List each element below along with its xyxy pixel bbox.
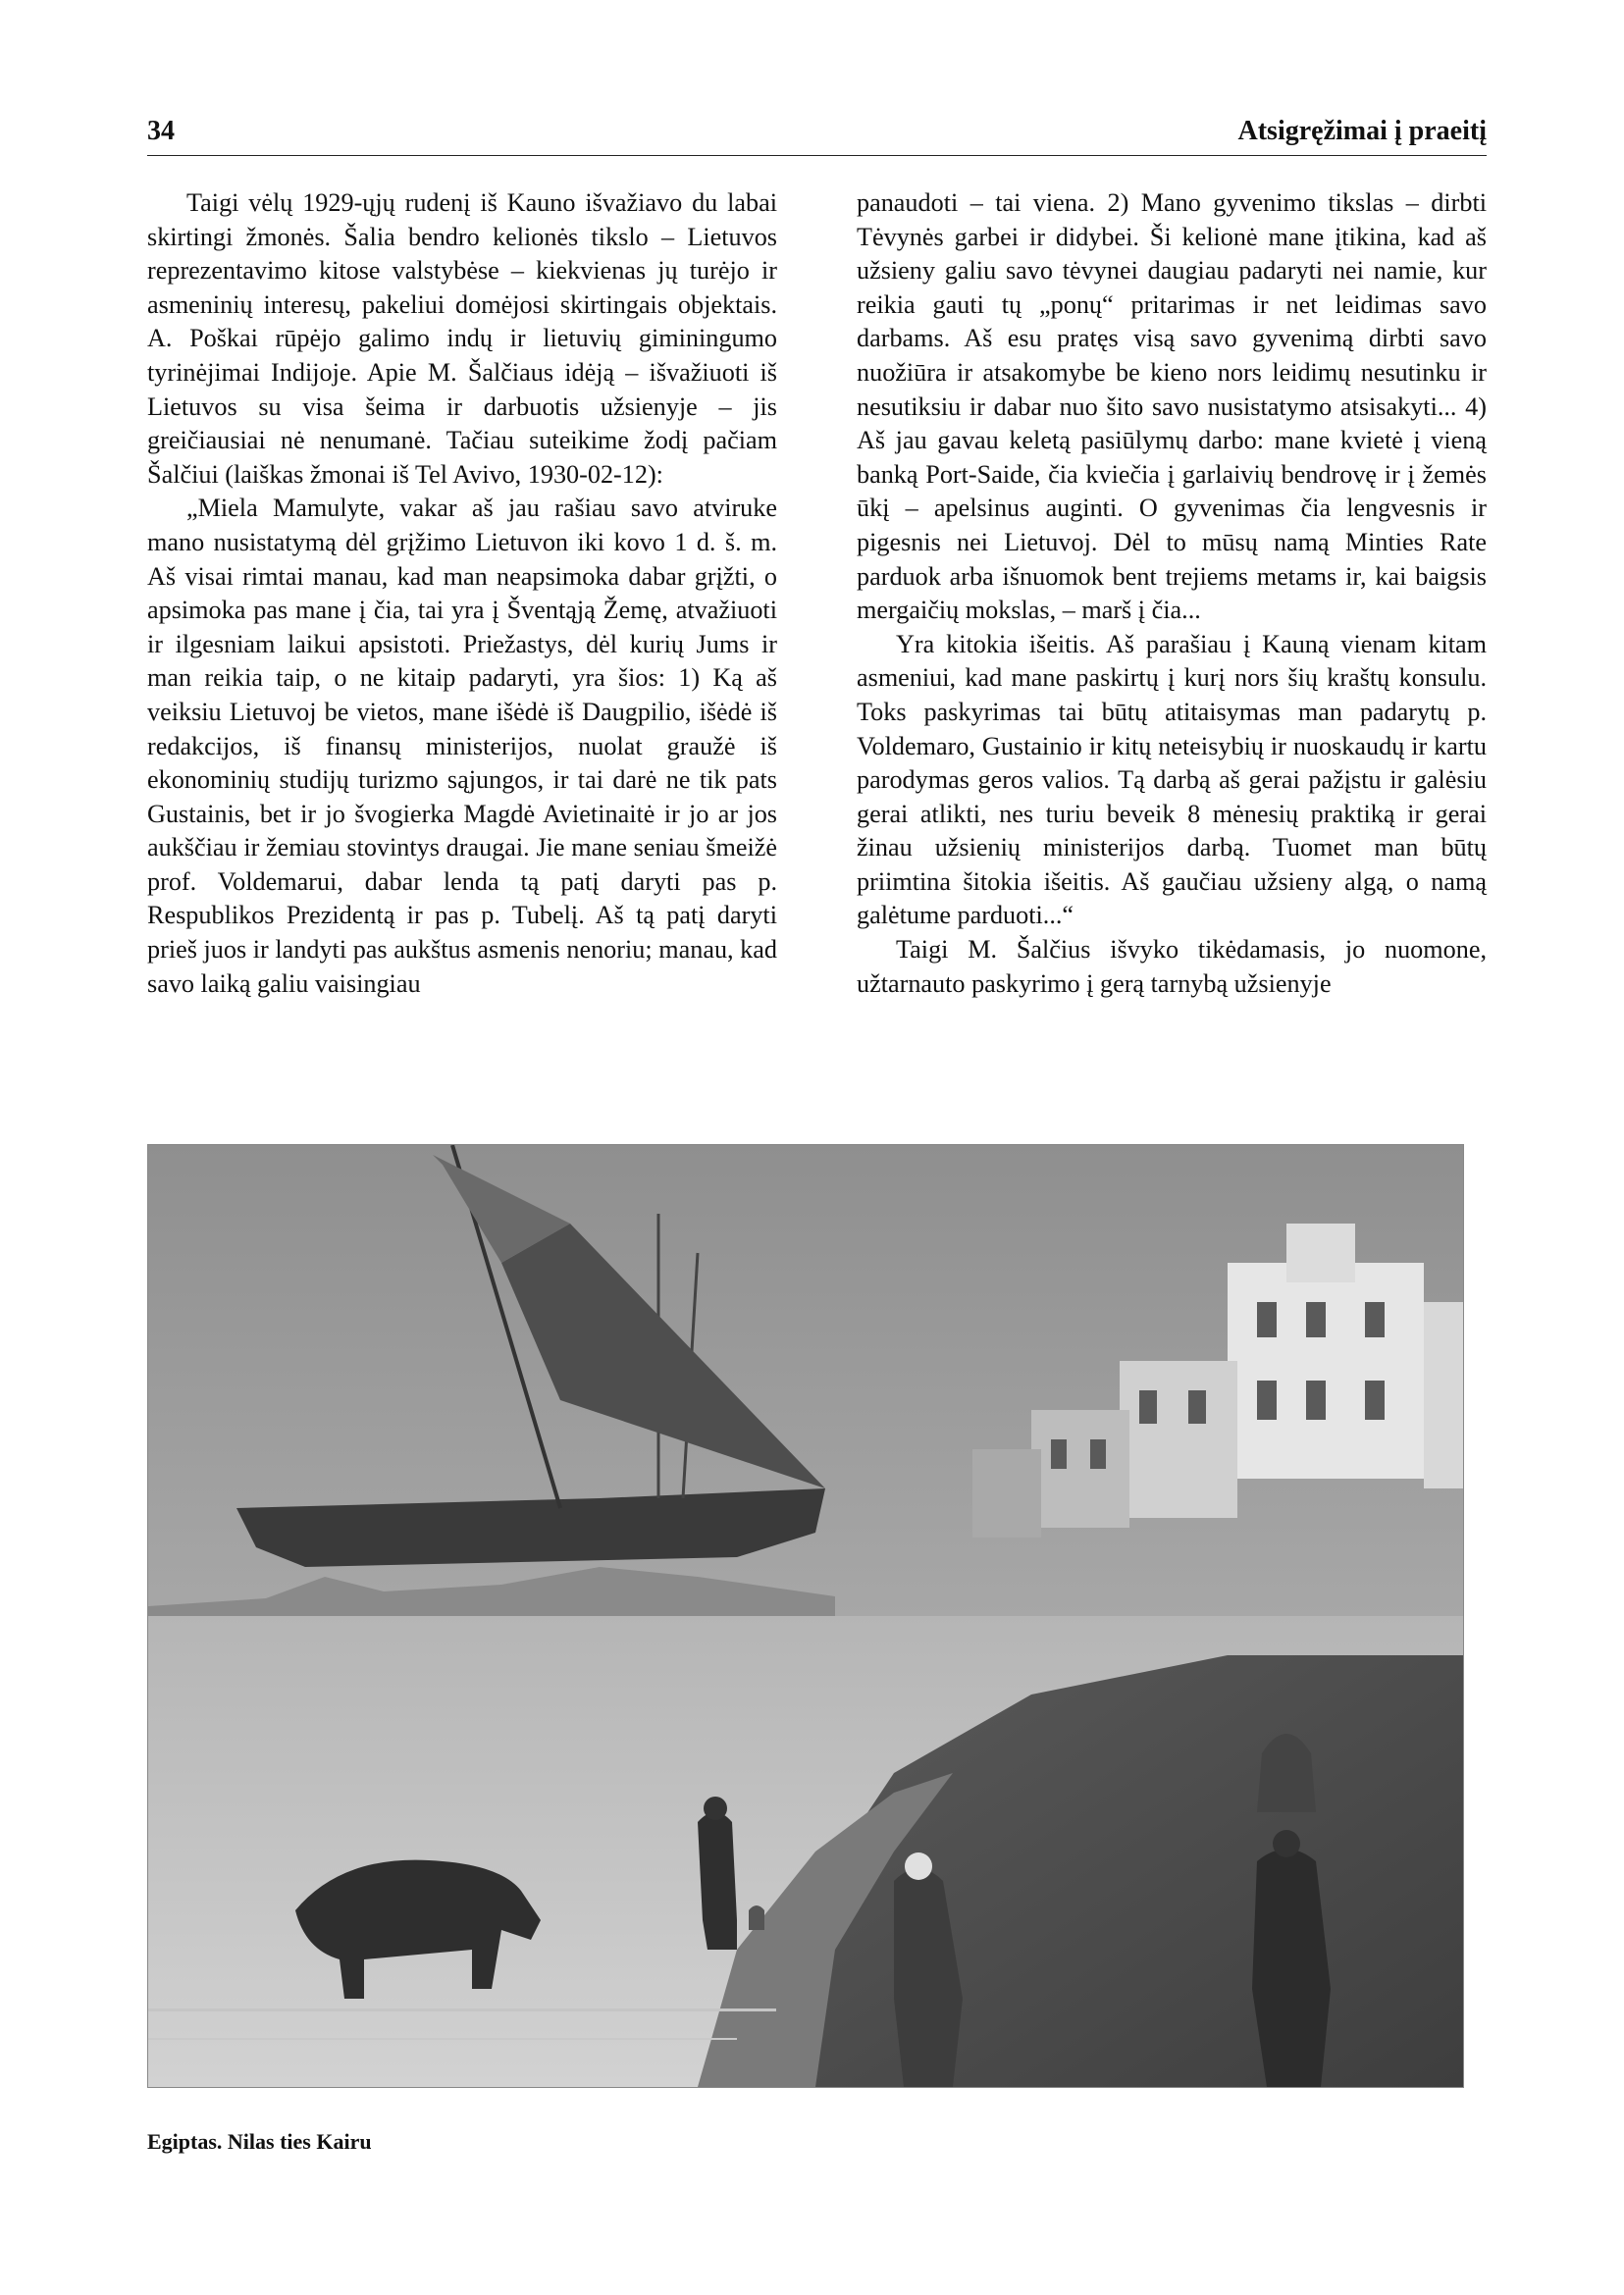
letter-quote-paragraph: „Miela Mamulyte, vakar aš jau rašiau savo atviruke mano nusistatymą dėl grįžimo Lietuvon iki kovo 1 d. š. m. Aš visai rimtai manau, kad man neapsimoka dabar grįžti, o apsimoka pas mane į čia, tai yra į Šventąją Žemę, atvažiuoti ir ilgesniam laikui apsistoti. Priežastys, dėl kurių Jums ir man reikia taip, o ne kitaip padaryti, yra šios: 1) Ką aš veiksiu Lietuvoj be vietos, mane išėdė iš Daugpilio, išėdė iš redakcijos, iš finansų ministerijos, nuolat graužė iš ekonominių studijų turizmo sąjungos, ir tai darė ne tik pats Gustainis, bet ir jo švogierka Magdė Avietinaitė ir jo ar jos aukščiau ir žemiau stovintys draugai. Jie mane seniau šmeižė prof. Voldemarui, dabar lenda tą patį daryti pas p. Respublikos Prezidentą ir pas p. Tubelį. Aš tą patį daryti prieš juos ir landyti pas aukštus asmenis nenoriu; manau, kad savo laiką galiu vaisingiau [147,494,777,998]
nile-photograph [147,1144,1464,2088]
left-column [147,186,777,1001]
letter-quote-paragraph: Yra kitokia išeitis. Aš parašiau į Kauną vienam kitam asmeniui, kad mane paskirtų į kurį nors šių kraštų konsulu. Toks paskyrimas tai būtų atitaisymas man padarytų p. Voldemaro, Gustainio ir kitų neteisybių ir nuoskaudų ir kartu parodymas geros valios. Tą darbą aš gerai pažįstu ir galėsiu gerai atlikti, nes turiu beveik 8 mėnesių praktiką ir gerai žinau užsienių ministerijos darbą. Tuomet man būtų priimtina šitokia išeitis. Aš gaučiau užsieny algą, o namą galėtume parduoti...“ [857,629,1487,930]
running-title: Atsigręžimai į praeitį [1237,116,1487,146]
body-paragraph: Taigi M. Šalčius išvyko tikėdamasis, jo nuomone, užtarnauto paskyrimo į gerą tarnybą užsienyje [857,935,1487,998]
letter-quote-continuation: panaudoti – tai viena. 2) Mano gyvenimo tikslas – dirbti Tėvynės garbei ir didybei. Ši kelionė mane įtikina, kad aš užsieny galiu savo tėvynei daugiau padaryti nei namie, kur reikia gauti tų „ponų“ pritarimas ir net leidimas savo darbams. Aš esu pratęs visą savo gyvenimą dirbti savo nuožiūra ir atsakomybe be kieno nors leidimų nesutinku ir nesutiksiu ir dabar nuo šito savo nusistatymo atsisakyti... 4) Aš jau gavau keletą pasiūlymų darbo: mane kvietė į vieną banką Port-Saide, čia kviečia į garlaivių bendrovę ir į žemės ūkį – apelsinus auginti. O gyvenimas čia lengvesnis ir pigesnis nei Lietuvoj. Dėl to mūsų namą Minties Rate parduok arba išnuomok bent trejiems metams ir, kai baigsis mergaičių mokslas, – marš į čia... [857,188,1487,625]
running-header [147,114,1487,156]
body-paragraph: Taigi vėlų 1929-ųjų rudenį iš Kauno išvažiavo du labai skirtingi žmonės. Šalia bendro kelionės tikslo – Lietuvos reprezentavimo kitose valstybėse – kiekvienas jų turėjo ir asmeninių interesų, pakeliui domėjosi skirtingais objektais. A. Poškai rūpėjo galimo indų ir lietuvių giminingumo tyrinėjimai Indijoje. Apie M. Šalčiaus idėją – išvažiuoti iš Lietuvos su visa šeima ir darbuotis užsienyje – jis greičiausiai nė nenumanė. Tačiau suteikime žodį pačiam Šalčiui (laiškas žmonai iš Tel Avivo, 1930-02-12): [147,188,777,489]
right-column [857,186,1487,1001]
figure-caption: Egiptas. Nilas ties Kairu [147,2129,372,2154]
page-number: 34 [147,116,175,146]
